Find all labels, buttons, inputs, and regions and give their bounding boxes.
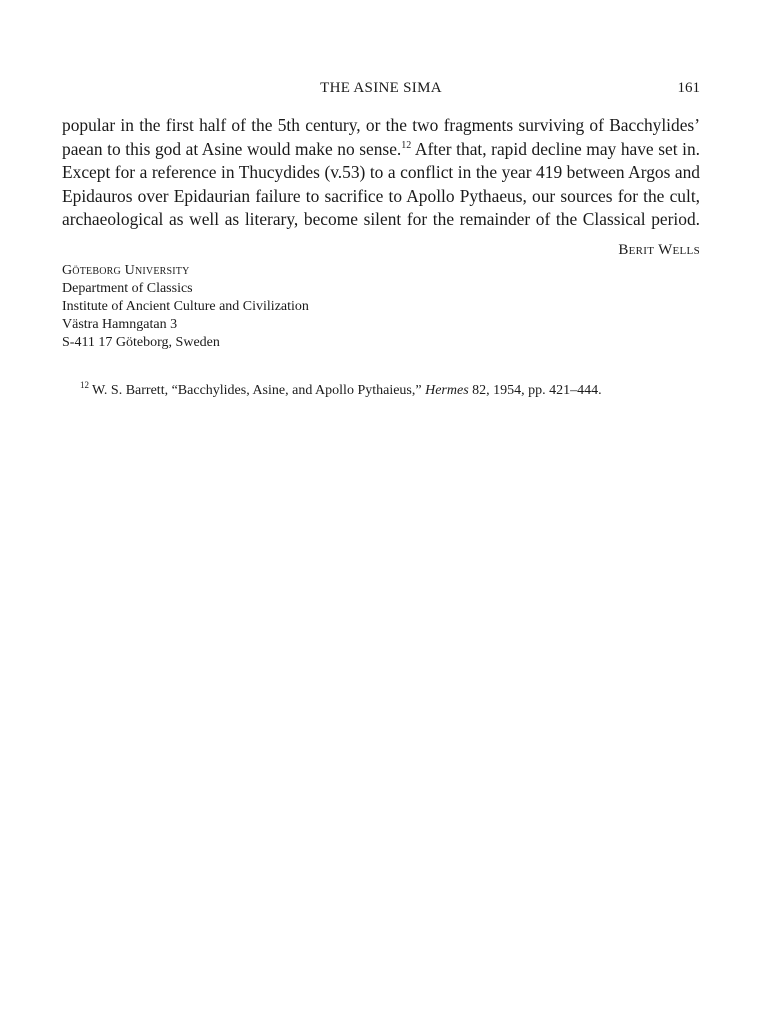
body-line-text: popular in the first half of the 5th century, or the two fragments surviving of Bacchylides’ [62,115,700,135]
affiliation-city: S-411 17 Göteborg, Sweden [62,335,220,350]
author-signature: Berit Wells [618,242,700,258]
footnote-number: 12 [80,380,89,391]
affiliation-university: Göteborg University [62,263,190,278]
body-line-text: archaeological as well as literary, become silent for the remainder of the Classical period. [62,209,700,229]
affiliation-department: Department of Classics [62,281,193,296]
footnote-text: W. S. Barrett, “Bacchylides, Asine, and Apollo Pythaieus,” [92,383,426,398]
affiliation-street: Västra Hamngatan 3 [62,317,178,332]
footnote [80,382,602,400]
body-line-text: Epidauros over Epidaurian failure to sacrifice to Apollo Pythaeus, our sources for the cult, [62,185,700,206]
body-line [62,208,700,232]
body-line [62,185,700,209]
author-affiliation [62,262,309,352]
body-line [62,114,700,138]
body-line-text: paean to this god at Asine would make no sense. [62,138,402,159]
footnote-text-end: 82, 1954, pp. 421–444. [468,383,602,398]
footnote-journal: Hermes [425,383,469,398]
affiliation-institute: Institute of Ancient Culture and Civilization [62,299,309,314]
body-line [62,138,700,162]
body-line-text: After that, rapid decline may have set in. [411,138,701,159]
running-head [62,78,700,98]
page-number: 161 [677,80,700,96]
body-line [62,161,700,185]
body-line-text: Except for a reference in Thucydides (v.53) to a conflict in the year 419 between Argos and [62,162,700,182]
running-title: THE ASINE SIMA [320,80,442,96]
body-paragraph [62,114,700,232]
footnote-reference[interactable]: 12 [401,139,412,151]
